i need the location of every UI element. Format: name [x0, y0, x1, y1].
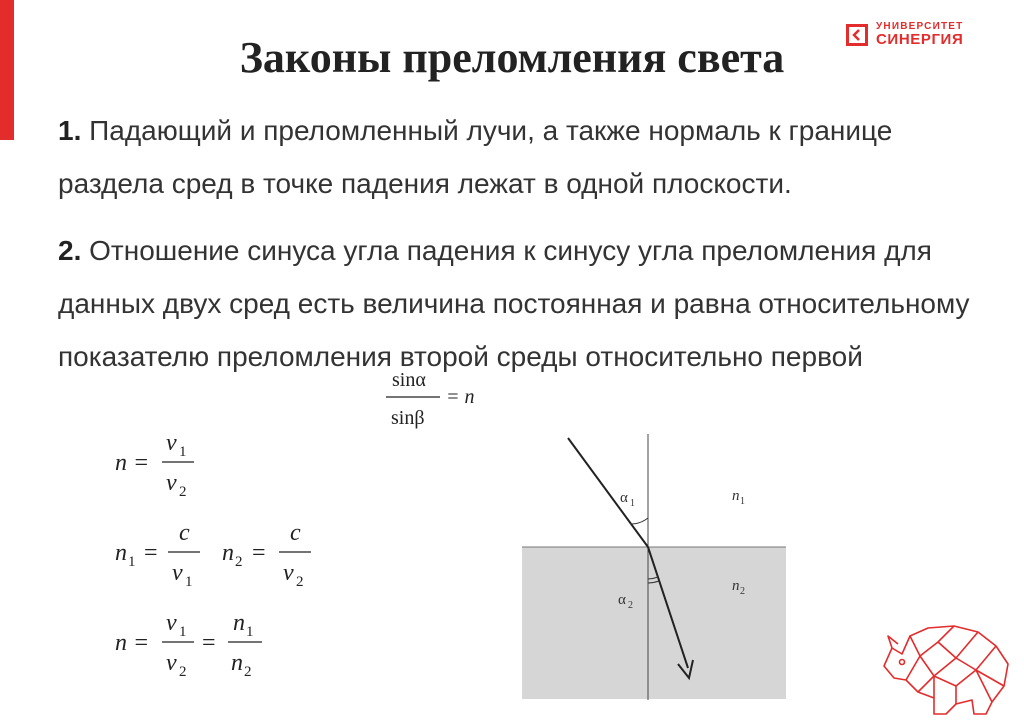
alpha1-sub: 1 [630, 498, 635, 509]
medium2-label: n [732, 578, 740, 594]
formula-n2 [222, 520, 311, 590]
f1-num: v [166, 430, 177, 456]
f2a-eq: = [144, 540, 158, 566]
f3-lhs: n = [115, 630, 150, 656]
law-2-text: Отношение синуса угла падения к синусу угла преломления для данных двух сред есть величина постоянная и равна относительному показателю преломления второй среды относительно первой [58, 235, 970, 372]
f3-num2-sub: 1 [246, 624, 254, 640]
alpha2-label: α [618, 592, 626, 608]
law-1-number: 1. [58, 115, 82, 146]
f3-den1: v [166, 650, 177, 676]
formula-n-velocity [115, 430, 194, 500]
f1-lhs: n = [115, 450, 150, 476]
f2b-lhs-sub: 2 [235, 554, 243, 570]
formula-n-ratio [115, 610, 262, 680]
alpha1-label: α [620, 490, 628, 506]
f2a-lhs-sub: 1 [128, 554, 136, 570]
f3-den1-sub: 2 [179, 664, 187, 680]
f2b-num: c [290, 520, 301, 546]
ratio-rhs: = n [446, 386, 475, 408]
ratio-denominator: sinβ [391, 407, 425, 429]
f2a-num: c [179, 520, 190, 546]
f3-eq: = [202, 630, 216, 656]
f2b-den: v [283, 560, 294, 586]
f3-num1-sub: 1 [179, 624, 187, 640]
f2a-den-sub: 1 [185, 574, 193, 590]
f2a-den: v [172, 560, 183, 586]
alpha1-arc [630, 518, 648, 524]
rhino-logo-icon [876, 606, 1016, 718]
formula-n1 [115, 520, 200, 590]
incident-ray [568, 438, 648, 547]
alpha2-sub: 2 [628, 600, 633, 611]
logo-line2: СИНЕРГИЯ [876, 31, 964, 48]
f1-num-sub: 1 [179, 444, 187, 460]
medium1-label: n [732, 488, 740, 504]
medium1-sub: 1 [740, 496, 745, 507]
f2b-lhs: n [222, 540, 234, 566]
f3-den2: n [231, 650, 243, 676]
refraction-diagram [520, 432, 790, 702]
slide-title: Законы преломления света [239, 33, 785, 82]
f1-den-sub: 2 [179, 484, 187, 500]
medium-2-region [522, 547, 786, 699]
f3-den2-sub: 2 [244, 664, 252, 680]
law-2-number: 2. [58, 235, 82, 266]
law-1-text: Падающий и преломленный лучи, а также нормаль к границе раздела сред в точке падения лежат в одной плоскости. [58, 115, 893, 199]
ratio-formula [386, 369, 475, 429]
f2b-den-sub: 2 [296, 574, 304, 590]
ratio-numerator: sinα [392, 369, 426, 391]
medium2-sub: 2 [740, 586, 745, 597]
f2b-eq: = [252, 540, 266, 566]
logo-line1: УНИВЕРСИТЕТ [876, 21, 964, 32]
f3-num2: n [233, 610, 245, 636]
f3-num1: v [166, 610, 177, 636]
f1-den: v [166, 470, 177, 496]
f2a-lhs: n [115, 540, 127, 566]
